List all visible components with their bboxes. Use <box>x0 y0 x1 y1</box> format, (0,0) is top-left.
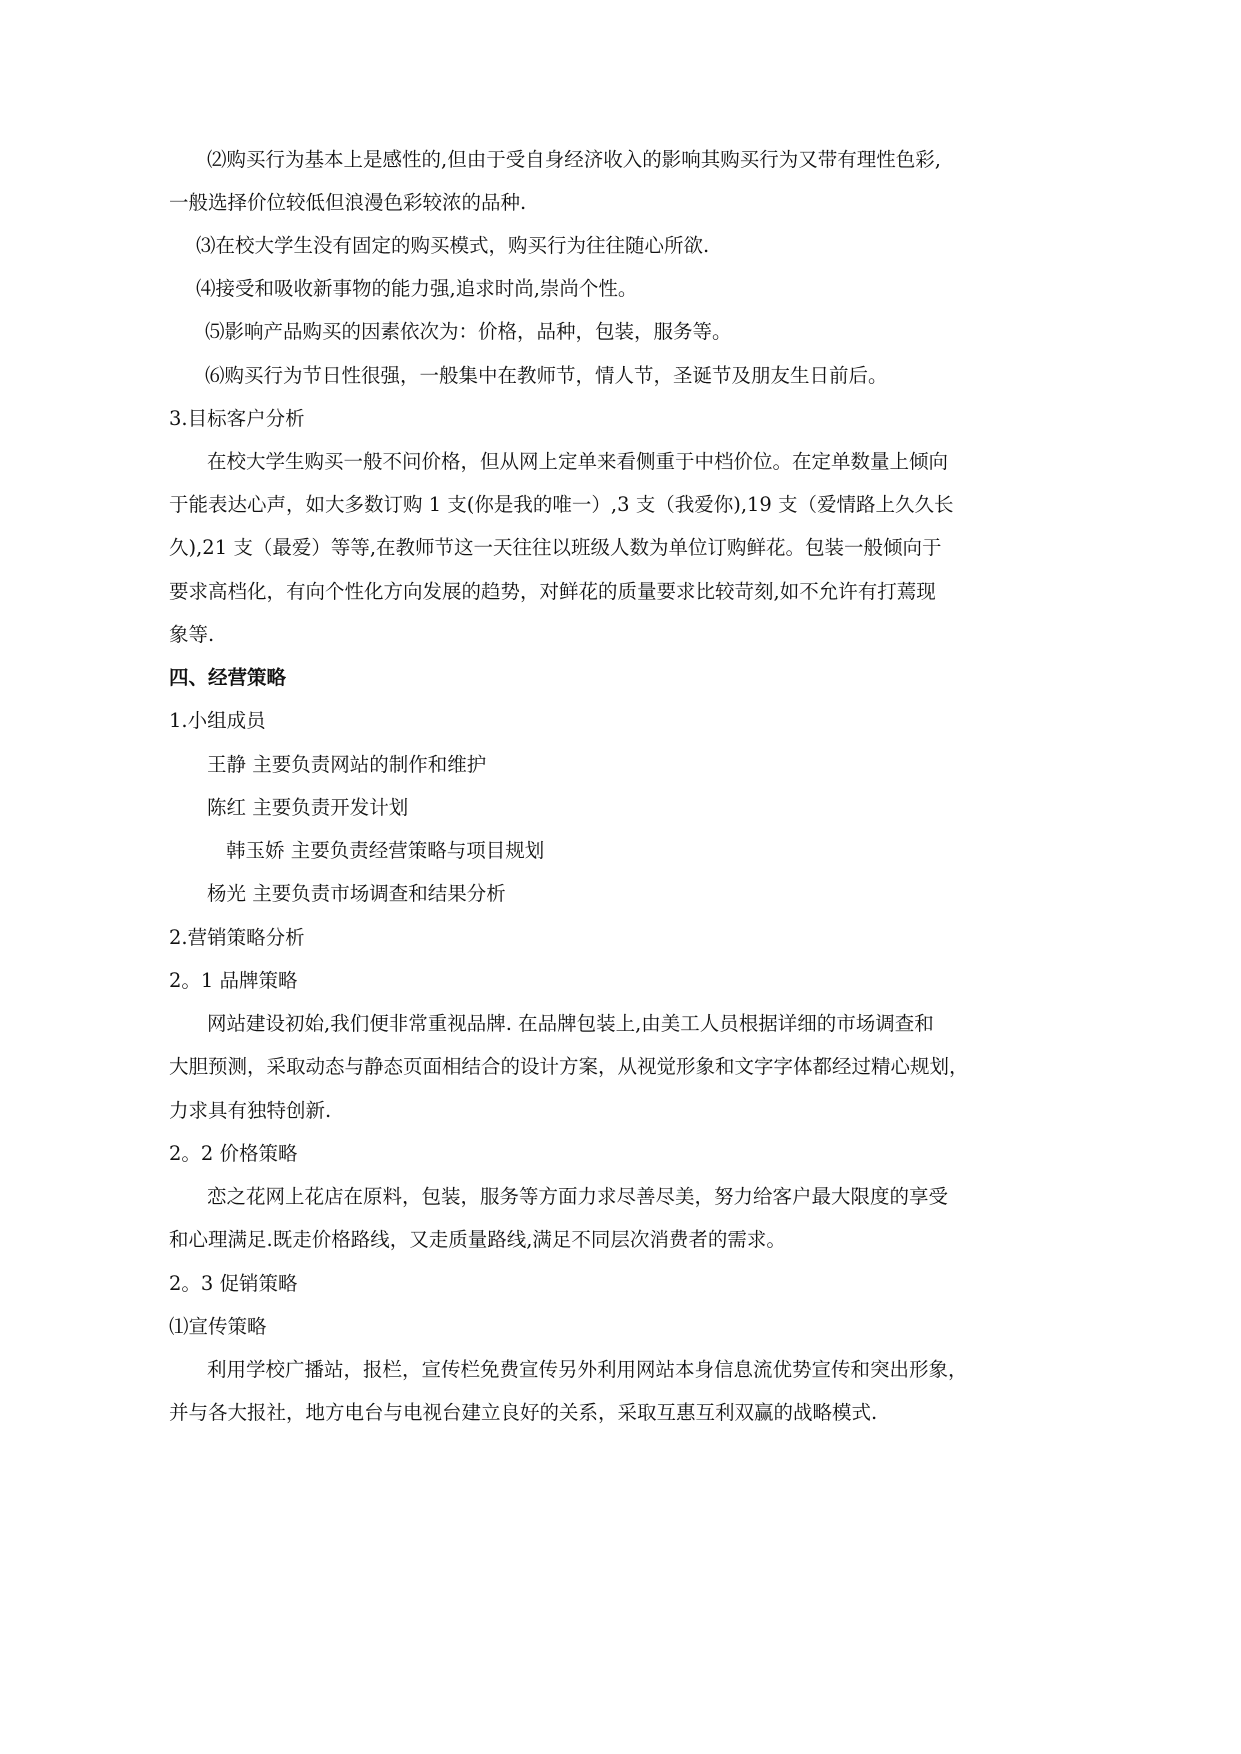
marketing-heading: 2.营销策略分析 <box>169 926 305 949</box>
member-1: 王静 主要负责网站的制作和维护 <box>207 753 487 776</box>
target-paragraph-line-1: 在校大学生购买一般不问价格，但从网上定单来看侧重于中档价位。在定单数量上倾向 <box>207 450 949 473</box>
price-paragraph-line-2: 和心理满足.既走价格路线，又走质量路线,满足不同层次消费者的需求。 <box>169 1228 786 1251</box>
promotion-strategy-heading: 2。3 促销策略 <box>169 1272 298 1295</box>
paragraph-3: ⑶在校大学生没有固定的购买模式，购买行为往往随心所欲. <box>196 234 710 257</box>
publicity-paragraph-line-1: 利用学校广播站，报栏，宣传栏免费宣传另外利用网站本身信息流优势宣传和突出形象， <box>207 1358 968 1381</box>
member-2: 陈红 主要负责开发计划 <box>207 796 409 819</box>
price-strategy-heading: 2。2 价格策略 <box>169 1142 298 1165</box>
target-customer-heading: 3.目标客户分析 <box>169 407 305 430</box>
target-paragraph-line-3: 久),21 支（最爱）等等,在教师节这一天往往以班级人数为单位订购鲜花。包装一般倾向于 <box>169 536 942 559</box>
brand-paragraph-line-2: 大胆预测，采取动态与静态页面相结合的设计方案，从视觉形象和文字字体都经过精心规划， <box>169 1055 969 1078</box>
paragraph-2-line-1: ⑵购买行为基本上是感性的,但由于受自身经济收入的影响其购买行为又带有理性色彩, <box>207 148 941 171</box>
section-4-heading: 四、经营策略 <box>169 666 287 689</box>
paragraph-2-line-2: 一般选择价位较低但浪漫色彩较浓的品种. <box>169 191 527 214</box>
target-paragraph-line-5: 象等. <box>169 623 215 646</box>
target-paragraph-line-2: 于能表达心声，如大多数订购 1 支(你是我的唯一）,3 支（我爱你),19 支（爱情路上久久长 <box>169 493 954 516</box>
paragraph-4: ⑷接受和吸收新事物的能力强,追求时尚,崇尚个性。 <box>196 277 638 300</box>
brand-strategy-heading: 2。1 品牌策略 <box>169 969 298 992</box>
brand-paragraph-line-3: 力求具有独特创新. <box>169 1099 332 1122</box>
paragraph-5: ⑸影响产品购买的因素依次为：价格，品种，包装，服务等。 <box>205 320 732 343</box>
price-paragraph-line-1: 恋之花网上花店在原料，包装，服务等方面力求尽善尽美，努力给客户最大限度的享受 <box>207 1185 949 1208</box>
brand-paragraph-line-1: 网站建设初始,我们便非常重视品牌. 在品牌包装上,由美工人员根据详细的市场调查和 <box>207 1012 934 1035</box>
member-3: 韩玉娇 主要负责经营策略与项目规划 <box>226 839 545 862</box>
member-4: 杨光 主要负责市场调查和结果分析 <box>207 882 506 905</box>
publicity-strategy-heading: ⑴宣传策略 <box>169 1315 267 1338</box>
members-heading: 1.小组成员 <box>169 709 266 732</box>
target-paragraph-line-4: 要求高档化，有向个性化方向发展的趋势，对鲜花的质量要求比较苛刻,如不允许有打蔫现 <box>169 580 936 603</box>
paragraph-6: ⑹购买行为节日性很强，一般集中在教师节，情人节，圣诞节及朋友生日前后。 <box>205 364 888 387</box>
publicity-paragraph-line-2: 并与各大报社，地方电台与电视台建立良好的关系，采取互惠互利双赢的战略模式. <box>169 1401 878 1424</box>
